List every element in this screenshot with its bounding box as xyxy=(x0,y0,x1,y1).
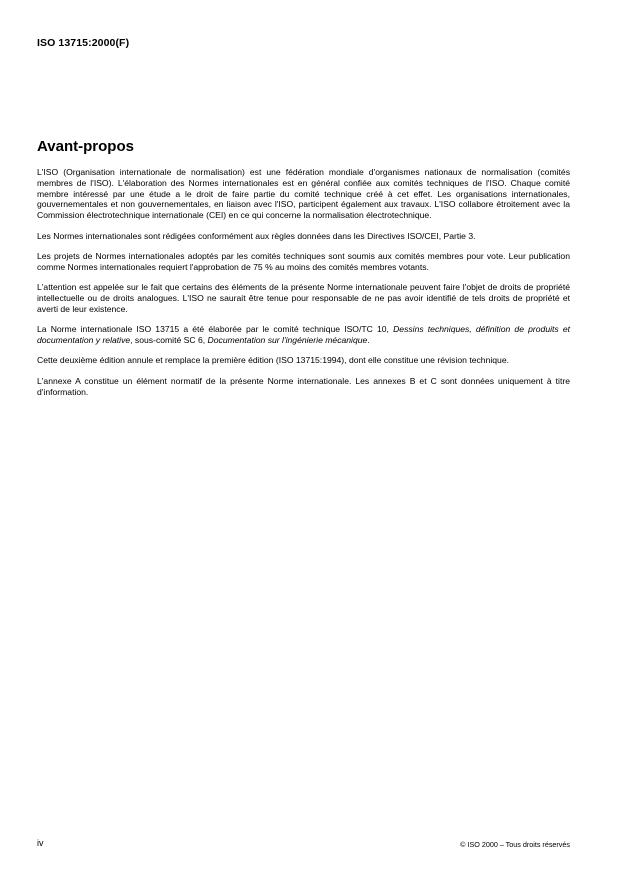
paragraph-edition: Cette deuxième édition annule et remplace la première édition (ISO 13715:1994), dont elle constitue une révision technique. xyxy=(37,355,509,366)
document-identifier: ISO 13715:2000(F) xyxy=(37,37,130,49)
paragraph-committee xyxy=(37,324,570,346)
paragraph-iso-organisation: L'ISO (Organisation internationale de normalisation) est une fédération mondiale d'organismes nationaux de normalisation (comités membres de l'ISO). L'élaboration des Normes internationales est en général confiée aux comités techniques de l'ISO. Chaque comité membre intéressé par une étude a le droit de faire partie du comité technique créé à cet effet. Les organisations internationales, gouvernementales et non gouvernementales, en liaison avec l'ISO, participent également aux travaux. L'ISO collabore étroitement avec la Commission électrotechnique internationale (CEI) en ce qui concerne la normalisation électrotechnique. xyxy=(37,167,570,221)
subcommittee-title: Documentation sur l'ingénierie mécanique xyxy=(207,334,368,345)
page-number: iv xyxy=(37,838,44,848)
committee-text-middle: , sous-comité SC 6, xyxy=(130,334,208,345)
page-title: Avant-propos xyxy=(37,138,134,155)
foreword-body xyxy=(37,167,570,407)
committee-title: Dessins techniques, définition de produits et documentation y relative xyxy=(37,324,570,345)
paragraph-draft-standards: Les projets de Normes internationales adoptés par les comités techniques sont soumis aux comités membres pour vote. Leur publication comme Normes internationales requiert l'approbation de 75 % au moins des comités membres votants. xyxy=(37,250,570,272)
paragraph-patent-rights: L'attention est appelée sur le fait que certains des éléments de la présente Norme internationale peuvent faire l'objet de droits de propriété intellectuelle ou de droits analogues. L'ISO ne saurait être tenue pour responsable de ne pas avoir identifié de tels droits de propriété et averti de leur existence. xyxy=(37,282,570,314)
copyright-notice: © ISO 2000 – Tous droits réservés xyxy=(460,840,570,849)
committee-text-start: La Norme internationale ISO 13715 a été élaborée par le comité technique ISO/TC 10, xyxy=(37,324,394,335)
committee-text-end: . xyxy=(367,334,370,345)
paragraph-directives: Les Normes internationales sont rédigées conformément aux règles données dans les Directives ISO/CEI, Partie 3. xyxy=(37,230,476,241)
paragraph-annexes: L'annexe A constitue un élément normatif de la présente Norme internationale. Les annexes B et C sont données uniquement à titre d'information. xyxy=(37,375,570,397)
